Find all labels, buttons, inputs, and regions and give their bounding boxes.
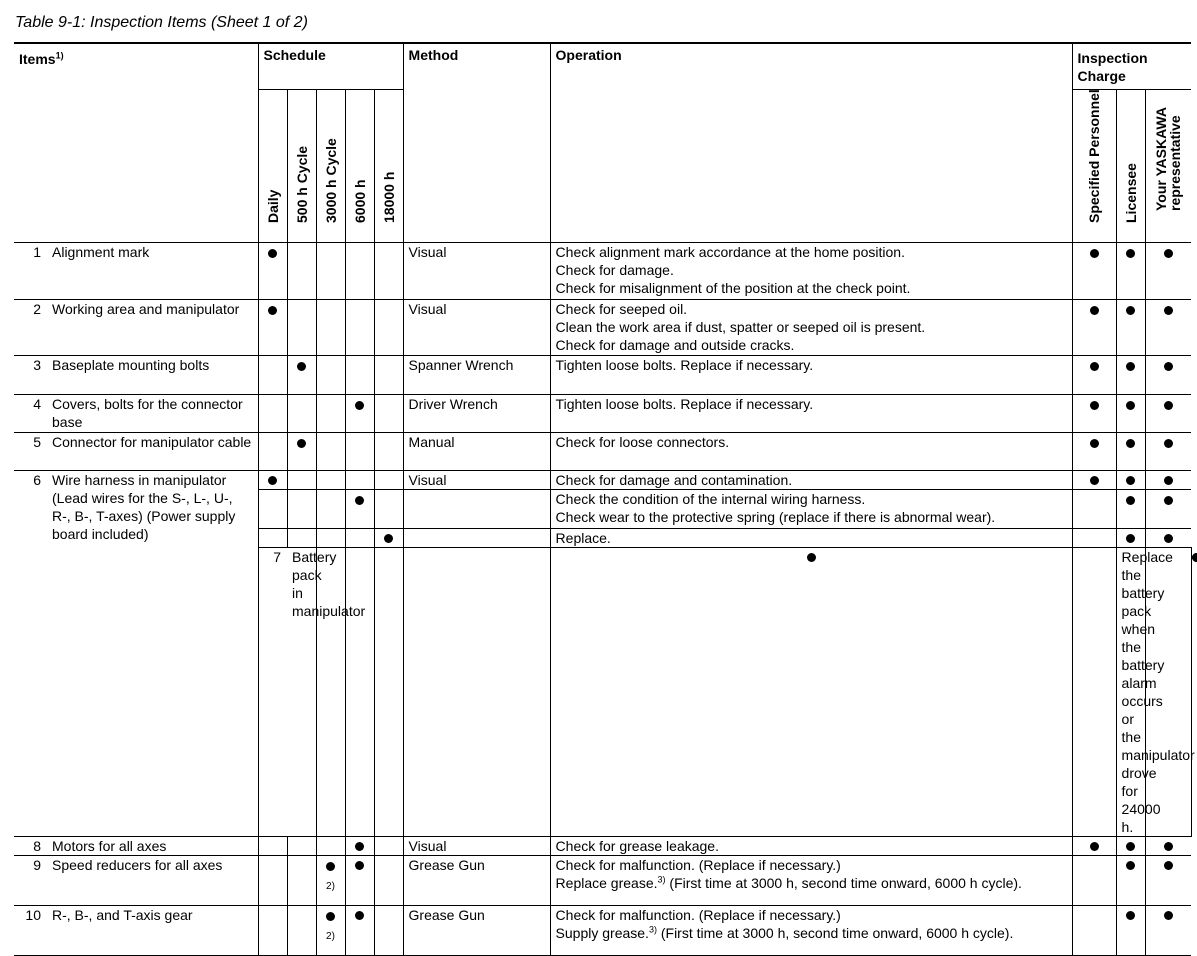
- check-dot-icon: [1164, 911, 1173, 920]
- cycle-footnote: 2): [326, 930, 335, 942]
- row-method: Visual: [403, 836, 550, 855]
- schedule-col-daily: Daily: [258, 89, 287, 242]
- table-row: [14, 855, 1191, 905]
- items-header: Items$^{1)}$: [14, 43, 258, 242]
- check-dot-icon: [1164, 842, 1173, 851]
- check-dot-icon: [355, 911, 364, 920]
- check-dot-icon: [1164, 496, 1173, 505]
- table-row: [14, 242, 1191, 299]
- row-operation: Tighten loose bolts. Replace if necessary.: [550, 394, 1072, 432]
- row-number: 2: [33, 300, 41, 317]
- check-dot-icon: [1126, 306, 1135, 315]
- check-dot-icon: [1164, 249, 1173, 258]
- row-method: Visual: [403, 299, 550, 355]
- table-row: [14, 299, 1191, 355]
- check-dot-icon: [297, 439, 306, 448]
- row-item: Baseplate mounting bolts: [47, 355, 258, 394]
- check-dot-icon: [355, 401, 364, 410]
- check-dot-icon: [1090, 306, 1099, 315]
- operation-header: Operation: [550, 43, 1072, 242]
- check-dot-icon: [1126, 534, 1135, 543]
- row-method: Spanner Wrench: [403, 355, 550, 394]
- row-number: 4: [33, 395, 41, 412]
- check-dot-icon: [1126, 842, 1135, 851]
- row-number: 6: [14, 470, 47, 836]
- check-dot-icon: [326, 862, 335, 871]
- check-dot-icon: [1090, 249, 1099, 258]
- check-dot-icon: [1090, 401, 1099, 410]
- row-method: Visual: [403, 470, 550, 489]
- row-item: Alignment mark: [47, 242, 258, 299]
- row-number: 5: [33, 433, 41, 450]
- check-dot-icon: [326, 912, 335, 921]
- check-dot-icon: [268, 476, 277, 485]
- row-operation: Check for malfunction. (Replace if necessary.) Replace grease.$^{3)}$ (First time at 3000 h, second time onward, 6000 h cycle).: [550, 855, 1072, 905]
- charge-col-specified: Specified Personnel: [1072, 89, 1116, 242]
- check-dot-icon: [1126, 911, 1135, 920]
- charge-col-licensee: Licensee: [1116, 89, 1145, 242]
- row-item: Battery pack in manipulator: [287, 547, 316, 836]
- row-method: [1072, 547, 1116, 836]
- row-operation: Replace.: [550, 528, 1072, 547]
- check-dot-icon: [297, 362, 306, 371]
- row-number: 7: [273, 548, 281, 565]
- row-item: Working area and manipulator: [47, 299, 258, 355]
- check-dot-icon: [1090, 439, 1099, 448]
- row-number: 10: [25, 906, 41, 923]
- row-number: 8: [33, 837, 41, 854]
- table-row: [14, 470, 1191, 489]
- check-dot-icon: [355, 861, 364, 870]
- row-operation: Check the condition of the internal wiring harness. Check wear to the protective spring (replace if there is abnormal wear).: [550, 489, 1072, 528]
- charge-col-yaskawa: Your YASKAWA representative: [1145, 89, 1191, 242]
- check-dot-icon: [1126, 496, 1135, 505]
- row-operation: Check for loose connectors.: [550, 432, 1072, 470]
- row-operation: Replace the battery pack when the battery alarm occurs or the manipulator drove for 24000 h.: [1116, 547, 1145, 836]
- row-method: Visual: [403, 242, 550, 299]
- check-dot-icon: [1126, 439, 1135, 448]
- check-dot-icon: [1090, 476, 1099, 485]
- check-dot-icon: [268, 249, 277, 258]
- row-operation: Check for malfunction. (Replace if necessary.) Supply grease.$^{3)}$ (First time at 3000 h, second time onward, 6000 h cycle).: [550, 905, 1072, 955]
- check-dot-icon: [1164, 534, 1173, 543]
- check-dot-icon: [1126, 362, 1135, 371]
- check-dot-icon: [1090, 842, 1099, 851]
- table-row: [14, 905, 1191, 955]
- row-item: Motors for all axes: [47, 836, 258, 855]
- check-dot-icon: [384, 534, 393, 543]
- row-item: R-, B-, and T-axis gear: [47, 905, 258, 955]
- row-item: Covers, bolts for the connector base: [47, 394, 258, 432]
- check-dot-icon: [1164, 362, 1173, 371]
- row-method: Driver Wrench: [403, 394, 550, 432]
- check-dot-icon: [1126, 401, 1135, 410]
- schedule-col-3000h: 3000 h Cycle: [316, 89, 345, 242]
- cycle-footnote: 2): [326, 880, 335, 892]
- check-dot-icon: [1164, 861, 1173, 870]
- dot-cell: [258, 242, 287, 299]
- row-operation: Tighten loose bolts. Replace if necessary.: [550, 355, 1072, 394]
- check-dot-icon: [1126, 861, 1135, 870]
- row-operation: Check for grease leakage.: [550, 836, 1072, 855]
- table-row: [14, 355, 1191, 394]
- check-dot-icon: [1126, 249, 1135, 258]
- row-method: Manual: [403, 432, 550, 470]
- table-row: [14, 394, 1191, 432]
- row-item: Speed reducers for all axes: [47, 855, 258, 905]
- table-row: [14, 836, 1191, 855]
- schedule-header: Schedule: [258, 43, 403, 89]
- check-dot-icon: [1090, 362, 1099, 371]
- inspection-table-wrap: [14, 42, 1195, 956]
- check-dot-icon: [1164, 476, 1173, 485]
- row-operation: Check alignment mark accordance at the home position. Check for damage. Check for misalignment of the position at the check point.: [550, 242, 1072, 299]
- check-dot-icon: [1192, 553, 1197, 562]
- check-dot-icon: [807, 553, 816, 562]
- schedule-col-500h: 500 h Cycle: [287, 89, 316, 242]
- row-operation: Check for seeped oil. Clean the work area if dust, spatter or seeped oil is present. Check for damage and outside cracks.: [550, 299, 1072, 355]
- row-item: Wire harness in manipulator (Lead wires for the S-, L-, U-, R-, B-, T-axes) (Power supply board included): [47, 470, 258, 836]
- row-number: 3: [33, 356, 41, 373]
- row-item: Connector for manipulator cable: [47, 432, 258, 470]
- check-dot-icon: [1126, 476, 1135, 485]
- schedule-col-18000h: 18000 h: [374, 89, 403, 242]
- check-dot-icon: [355, 496, 364, 505]
- check-dot-icon: [268, 306, 277, 315]
- row-number: 1: [33, 243, 41, 260]
- table-caption: Table 9-1: Inspection Items (Sheet 1 of 2): [15, 14, 308, 31]
- row-operation: Check for damage and contamination.: [550, 470, 1072, 489]
- inspection-charge-header: Inspection Charge: [1072, 43, 1191, 89]
- check-dot-icon: [355, 842, 364, 851]
- check-dot-icon: [1164, 306, 1173, 315]
- check-dot-icon: [1164, 401, 1173, 410]
- check-dot-icon: [1164, 439, 1173, 448]
- row-method: Grease Gun: [403, 855, 550, 905]
- inspection-table: [14, 42, 1195, 956]
- schedule-col-6000h: 6000 h: [345, 89, 374, 242]
- method-header: Method: [403, 43, 550, 242]
- row-number: 9: [33, 856, 41, 873]
- table-row: [14, 432, 1191, 470]
- row-method: Grease Gun: [403, 905, 550, 955]
